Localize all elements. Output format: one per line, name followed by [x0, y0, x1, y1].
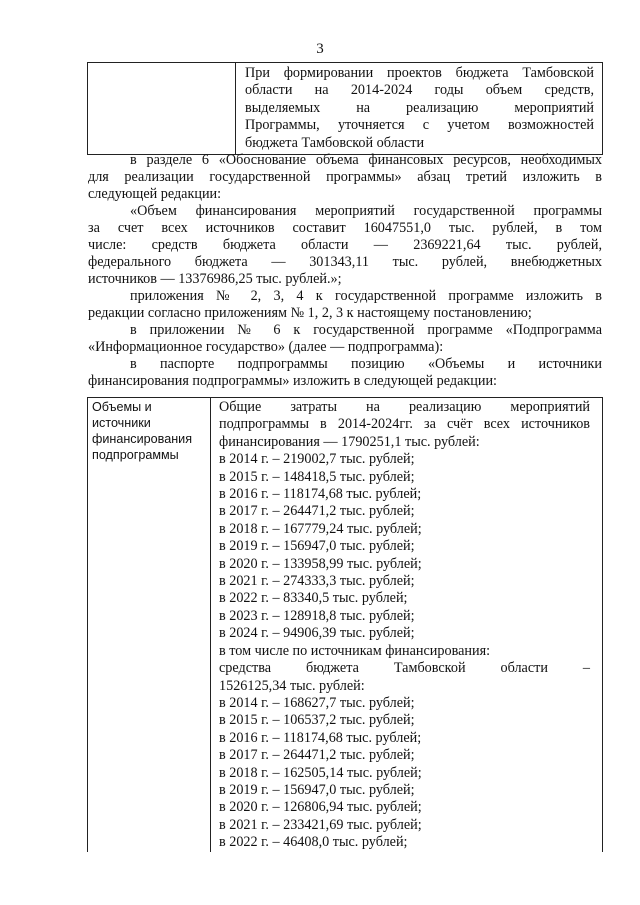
year-line: в 2016 г. – 118174,68 тыс. рублей;	[219, 729, 422, 746]
label-cell	[88, 398, 211, 852]
text-line: «Объем финансирования мероприятий государственной программы	[130, 203, 602, 219]
programme-table-fragment	[87, 62, 603, 155]
year-line: в 2015 г. – 148418,5 тыс. рублей;	[219, 468, 415, 485]
paragraph-section-6	[88, 152, 602, 203]
label-line: Объемы и	[92, 400, 152, 414]
year-line: в 2016 г. – 118174,68 тыс. рублей;	[219, 486, 422, 503]
text-line: Программы, уточняется с учетом возможностей	[245, 117, 594, 134]
year-line: в 2020 г. – 133958,99 тыс. рублей;	[219, 555, 422, 572]
paragraph-appendix-6	[88, 322, 602, 356]
year-line: в 2018 г. – 162505,14 тыс. рублей;	[219, 764, 422, 781]
text-line: подпрограммы в 2014-2024гг. за счёт всех источников	[219, 416, 590, 433]
funding-note-cell	[236, 63, 603, 155]
amendment-text	[88, 152, 602, 390]
label-line: источники	[92, 416, 151, 430]
content-cell	[211, 398, 603, 852]
text-line: в паспорте подпрограммы позицию «Объемы и источники	[130, 356, 602, 372]
text-line: в приложении № 6 к государственной программе «Подпрограмма	[130, 322, 602, 338]
text-line: редакции согласно приложениям № 1, 2, 3 к настоящему постановлению;	[88, 305, 532, 321]
text-line: приложения № 2, 3, 4 к государственной программе изложить в	[130, 288, 602, 304]
year-line: в 2021 г. – 274333,3 тыс. рублей;	[219, 573, 415, 590]
text-line: в разделе 6 «Обоснование объема финансовых ресурсов, необходимых	[130, 152, 602, 168]
text-line: При формировании проектов бюджета Тамбовской	[245, 65, 594, 81]
text-line: выделяемых на реализацию мероприятий	[245, 99, 594, 116]
paragraph-passport	[88, 356, 602, 390]
text-line: федерального бюджета — 301343,11 тыс. рублей, внебюджетных	[88, 254, 602, 270]
empty-left-cell	[88, 63, 236, 155]
year-line: в 2014 г. – 168627,7 тыс. рублей;	[219, 694, 415, 711]
table-row	[88, 398, 603, 852]
text-line: «Информационное государство» (далее — подпрограмма):	[88, 339, 444, 355]
text-line: для реализации государственной программы» абзац третий изложить в	[88, 169, 602, 185]
year-line: в 2014 г. – 219002,7 тыс. рублей;	[219, 451, 415, 468]
year-line: в 2017 г. – 264471,2 тыс. рублей;	[219, 503, 415, 520]
text-line: 1526125,34 тыс. рублей:	[219, 677, 365, 694]
text-line: числе: средств бюджета области — 2369221,64 тыс. рублей,	[88, 237, 602, 253]
text-line: финансирования — 1790251,1 тыс. рублей:	[219, 433, 480, 450]
year-line: в 2020 г. – 126806,94 тыс. рублей;	[219, 799, 422, 816]
year-line: в 2019 г. – 156947,0 тыс. рублей;	[219, 781, 415, 798]
year-line: в 2019 г. – 156947,0 тыс. рублей;	[219, 538, 415, 555]
year-line: в 2015 г. – 106537,2 тыс. рублей;	[219, 712, 415, 729]
year-line: в 2021 г. – 233421,69 тыс. рублей;	[219, 816, 422, 833]
passport-table	[87, 397, 603, 852]
year-line: в 2023 г. – 128918,8 тыс. рублей;	[219, 607, 415, 624]
paragraph-funding-volume	[88, 203, 602, 288]
year-line: в 2018 г. – 167779,24 тыс. рублей;	[219, 520, 422, 537]
page-number: 3	[316, 41, 324, 57]
label-line: подпрограммы	[92, 448, 179, 462]
text-line: источников — 13376986,25 тыс. рублей.»;	[88, 271, 342, 287]
paragraph-appendices	[88, 288, 602, 322]
text-line: бюджета Тамбовской области	[245, 134, 425, 151]
year-line: в 2017 г. – 264471,2 тыс. рублей;	[219, 747, 415, 764]
text-line: финансирования подпрограммы» изложить в следующей редакции:	[88, 373, 497, 389]
text-line: следующей редакции:	[88, 186, 222, 202]
year-line: в 2022 г. – 46408,0 тыс. рублей;	[219, 834, 408, 851]
year-line: в 2022 г. – 83340,5 тыс. рублей;	[219, 590, 408, 607]
label-line: финансирования	[92, 432, 193, 446]
table-row	[88, 63, 603, 155]
text-line: Общие затраты на реализацию мероприятий	[219, 399, 590, 415]
text-line: средства бюджета Тамбовской области –	[219, 660, 590, 677]
year-line: в 2024 г. – 94906,39 тыс. рублей;	[219, 625, 415, 642]
text-line: области на 2014-2024 годы объем средств,	[245, 82, 594, 99]
sources-heading: в том числе по источникам финансирования:	[219, 642, 491, 659]
text-line: за счет всех источников составит 16047551,0 тыс. рублей, в том	[88, 220, 602, 236]
